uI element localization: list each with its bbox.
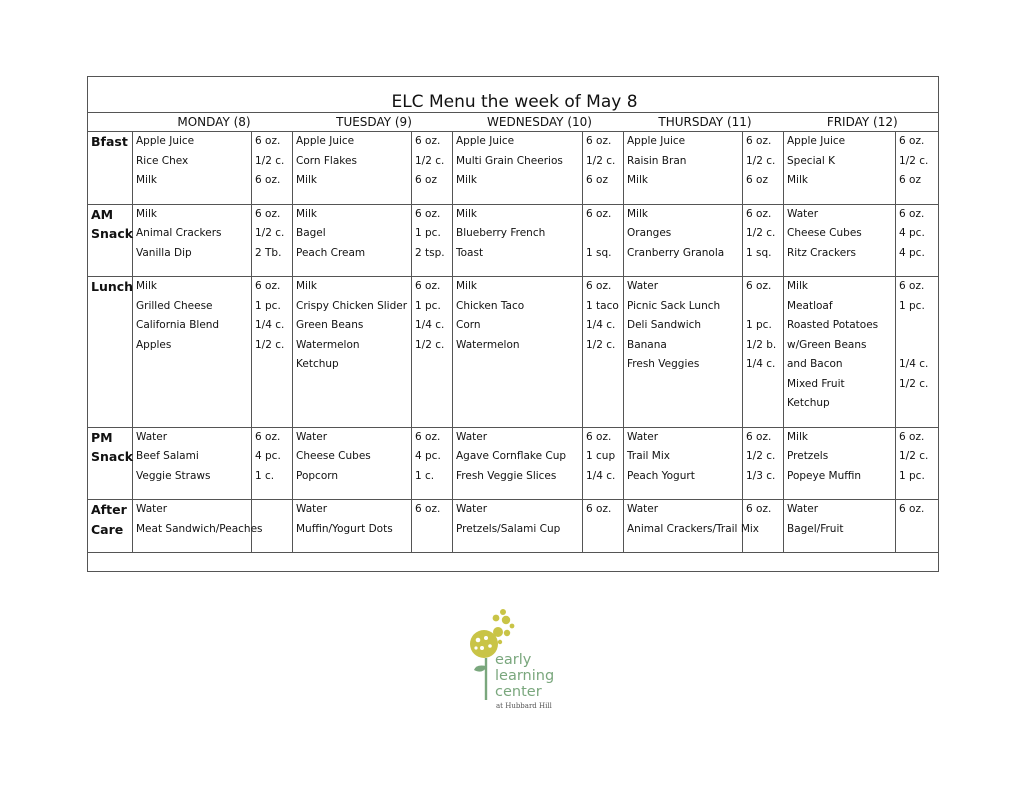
menu-item: Watermelon xyxy=(296,338,360,351)
menu-item: Cheese Cubes xyxy=(296,450,371,462)
menu-item: Pretzels xyxy=(787,450,829,462)
portion-amount xyxy=(415,520,452,540)
menu-item: Raisin Bran xyxy=(627,154,687,167)
menu-item: w/Green Beans xyxy=(787,338,867,351)
portion-amount: 1/3 c. xyxy=(746,469,776,482)
menu-item: Pretzels/Salami Cup xyxy=(456,522,561,535)
day-header: TUESDAY (9) xyxy=(293,113,453,132)
menu-item: Special K xyxy=(787,154,836,167)
menu-item: Popcorn xyxy=(296,469,339,482)
menu-items-cell xyxy=(784,204,896,277)
portion-amount: 1/2 c. xyxy=(746,450,776,462)
meal-label-line: After xyxy=(91,502,127,517)
portion-amount: 6 oz. xyxy=(899,430,925,443)
menu-item: Corn xyxy=(456,319,481,331)
menu-item: Milk xyxy=(136,207,157,220)
logo-line3: center xyxy=(495,684,542,700)
menu-item: Muffin/Yogurt Dots xyxy=(296,522,393,535)
portion-cell xyxy=(896,277,939,428)
menu-item: Animal Crackers/Trail Mix xyxy=(627,522,760,535)
menu-item: Mixed Fruit xyxy=(787,377,845,390)
portion-amount: 2 tsp. xyxy=(415,246,445,259)
portion-amount: 1/4 c. xyxy=(255,319,285,331)
portion-amount: 6 oz xyxy=(746,174,768,186)
portion-amount: 6 oz. xyxy=(415,207,441,220)
portion-amount: 1 pc. xyxy=(415,227,441,239)
menu-item: Grilled Cheese xyxy=(136,299,213,312)
menu-item: and Bacon xyxy=(787,358,843,370)
portion-amount: 1/2 c. xyxy=(586,338,616,351)
menu-item: Green Beans xyxy=(296,319,364,331)
menu-item: Milk xyxy=(787,174,808,186)
meal-row xyxy=(88,132,939,205)
menu-item: Milk xyxy=(136,280,157,292)
meal-row xyxy=(88,204,939,277)
portion-amount: 4 pc. xyxy=(255,450,281,462)
menu-item: Popeye Muffin xyxy=(787,469,862,482)
portion-amount: 1/4 c. xyxy=(586,469,616,482)
menu-item: Milk xyxy=(456,280,477,292)
portion-cell xyxy=(412,132,453,205)
menu-title: ELC Menu the week of May 8 xyxy=(88,77,939,113)
menu-items-cell xyxy=(293,277,412,428)
menu-item: Apple Juice xyxy=(627,135,686,147)
menu-item: Apple Juice xyxy=(296,135,355,147)
menu-item: Water xyxy=(136,430,168,443)
meal-label-line: Snack xyxy=(91,226,134,241)
portion-amount: 6 oz. xyxy=(415,135,441,147)
menu-item: Milk xyxy=(787,280,808,292)
menu-body xyxy=(88,132,939,553)
portion-amount xyxy=(586,224,623,244)
menu-item: Oranges xyxy=(627,227,672,239)
menu-item: Picnic Sack Lunch xyxy=(627,299,721,312)
menu-item: Milk xyxy=(136,174,157,186)
menu-item: Corn Flakes xyxy=(296,154,357,167)
menu-items-cell xyxy=(453,204,583,277)
day-header: MONDAY (8) xyxy=(133,113,293,132)
portion-amount: 6 oz. xyxy=(255,174,281,186)
meal-label xyxy=(88,132,133,205)
table-footer-row xyxy=(88,553,939,572)
menu-item: Cheese Cubes xyxy=(787,227,862,239)
portion-cell xyxy=(412,500,453,553)
portion-amount: 4 pc. xyxy=(899,246,925,259)
portion-amount: 1/2 c. xyxy=(255,338,285,351)
menu-item: Milk xyxy=(296,207,317,220)
portion-amount: 1 pc. xyxy=(899,299,925,312)
menu-item: Water xyxy=(456,503,488,515)
menu-item: Banana xyxy=(627,338,667,351)
menu-item: Apples xyxy=(136,338,172,351)
menu-item: Agave Cornflake Cup xyxy=(456,450,567,462)
portion-amount: 1 sq. xyxy=(746,246,772,259)
portion-cell xyxy=(896,132,939,205)
day-header: THURSDAY (11) xyxy=(624,113,784,132)
portion-amount: 6 oz. xyxy=(255,135,281,147)
menu-items-cell xyxy=(133,132,252,205)
portion-amount: 1/4 c. xyxy=(415,319,445,331)
menu-items-cell xyxy=(624,277,743,428)
portion-amount: 6 oz. xyxy=(899,280,925,292)
menu-item: Ritz Crackers xyxy=(787,246,856,259)
portion-cell xyxy=(896,500,939,553)
menu-items-cell xyxy=(133,204,252,277)
meal-label xyxy=(88,204,133,277)
portion-amount: 6 oz. xyxy=(586,503,612,515)
menu-items-cell xyxy=(784,132,896,205)
portion-amount: 1/2 c. xyxy=(415,154,445,167)
portion-cell xyxy=(743,277,784,428)
menu-item: Water xyxy=(627,430,659,443)
portion-cell xyxy=(743,132,784,205)
logo-line2: learning xyxy=(495,668,555,684)
menu-item: Crispy Chicken Slider xyxy=(296,299,408,312)
menu-items-cell xyxy=(624,132,743,205)
menu-item: Meatloaf xyxy=(787,299,833,312)
menu-item: Bagel xyxy=(296,227,326,239)
portion-amount: 6 oz. xyxy=(586,280,612,292)
portion-amount: 6 oz. xyxy=(415,280,441,292)
portion-amount: 6 oz. xyxy=(586,135,612,147)
portion-amount: 6 oz. xyxy=(899,503,925,515)
menu-items-cell xyxy=(624,204,743,277)
portion-amount: 4 pc. xyxy=(899,227,925,239)
portion-cell xyxy=(252,277,293,428)
day-header: WEDNESDAY (10) xyxy=(453,113,624,132)
menu-item: Blueberry French xyxy=(456,227,546,239)
menu-item: Water xyxy=(136,503,168,515)
menu-item: Milk xyxy=(627,174,648,186)
menu-items-cell xyxy=(293,427,412,500)
menu-item: Apple Juice xyxy=(456,135,515,147)
menu-item: Deli Sandwich xyxy=(627,319,702,331)
menu-item: Milk xyxy=(456,174,477,186)
menu-items-cell xyxy=(624,427,743,500)
portion-amount: 1 c. xyxy=(255,469,275,482)
day-header-row xyxy=(88,113,939,132)
menu-items-cell xyxy=(453,277,583,428)
portion-cell xyxy=(412,427,453,500)
portion-amount: 1/2 c. xyxy=(415,338,445,351)
menu-item: Milk xyxy=(456,207,477,220)
meal-label-line: AM xyxy=(91,206,114,222)
portion-amount: 1/2 c. xyxy=(255,227,285,239)
portion-amount: 1 pc. xyxy=(899,469,925,482)
logo-subtitle: at Hubbard Hill xyxy=(496,702,552,710)
portion-amount: 4 pc. xyxy=(415,450,441,462)
menu-item: Watermelon xyxy=(456,338,520,351)
portion-amount: 1/2 b. xyxy=(746,338,777,351)
menu-item: Beef Salami xyxy=(136,450,199,462)
portion-amount: 6 oz. xyxy=(255,430,281,443)
portion-amount xyxy=(899,336,938,356)
portion-amount: 6 oz. xyxy=(586,430,612,443)
portion-cell xyxy=(583,277,624,428)
portion-amount: 6 oz. xyxy=(899,135,925,147)
portion-cell xyxy=(743,204,784,277)
portion-cell xyxy=(583,500,624,553)
portion-amount xyxy=(899,520,938,540)
portion-amount: 1 c. xyxy=(415,469,435,482)
portion-amount: 6 oz. xyxy=(255,280,281,292)
portion-amount: 1/2 c. xyxy=(899,377,929,390)
portion-amount: 6 oz. xyxy=(255,207,281,220)
menu-item: Ketchup xyxy=(296,358,339,370)
portion-amount: 1/2 c. xyxy=(746,227,776,239)
menu-item: Vanilla Dip xyxy=(136,246,192,259)
menu-table xyxy=(87,76,939,572)
menu-items-cell xyxy=(133,500,263,553)
menu-item: Fresh Veggie Slices xyxy=(456,469,557,482)
menu-item: Milk xyxy=(787,430,808,443)
portion-amount xyxy=(586,520,623,540)
portion-amount: 1/4 c. xyxy=(746,358,776,370)
menu-items-cell xyxy=(293,500,412,553)
portion-amount: 1 pc. xyxy=(255,299,281,312)
early-learning-center-logo xyxy=(462,608,582,718)
meal-label xyxy=(88,427,133,500)
portion-amount: 1 taco xyxy=(586,299,619,312)
portion-cell xyxy=(252,427,293,500)
portion-amount: 1/4 c. xyxy=(586,319,616,331)
menu-item: Rice Chex xyxy=(136,154,189,167)
portion-amount: 6 oz. xyxy=(746,430,772,443)
meal-row xyxy=(88,427,939,500)
meal-label-line: Lunch xyxy=(91,279,134,294)
portion-cell xyxy=(743,427,784,500)
menu-item: Meat Sandwich/Peaches xyxy=(136,522,263,535)
menu-item: Ketchup xyxy=(787,397,830,409)
menu-item: Water xyxy=(296,430,328,443)
menu-items-cell xyxy=(453,427,583,500)
portion-amount xyxy=(255,500,292,520)
portion-amount: 1 cup xyxy=(586,450,616,462)
portion-cell xyxy=(896,427,939,500)
portion-cell xyxy=(583,132,624,205)
portion-amount: 6 oz. xyxy=(746,207,772,220)
portion-amount: 2 Tb. xyxy=(255,246,282,259)
portion-cell xyxy=(583,427,624,500)
portion-amount: 6 oz. xyxy=(746,280,772,292)
menu-items-cell xyxy=(453,500,583,553)
portion-cell xyxy=(252,204,293,277)
menu-item: Veggie Straws xyxy=(136,469,211,482)
portion-amount: 1/2 c. xyxy=(899,154,929,167)
menu-items-cell xyxy=(784,500,896,553)
menu-item: Cranberry Granola xyxy=(627,246,725,259)
menu-item: Toast xyxy=(456,246,484,259)
portion-amount: 1/4 c. xyxy=(899,358,929,370)
portion-amount: 6 oz. xyxy=(746,503,772,515)
day-header: FRIDAY (12) xyxy=(784,113,939,132)
portion-amount: 6 oz xyxy=(415,174,437,186)
portion-amount: 1 sq. xyxy=(586,246,612,259)
menu-item: Bagel/Fruit xyxy=(787,522,844,535)
portion-amount: 6 oz. xyxy=(746,135,772,147)
menu-item: Peach Yogurt xyxy=(627,469,695,482)
meal-label-line: PM xyxy=(91,429,113,445)
menu-item: Animal Crackers xyxy=(136,227,222,239)
logo-line1: early xyxy=(495,652,532,668)
meal-row xyxy=(88,500,939,553)
portion-cell xyxy=(252,132,293,205)
menu-item: Water xyxy=(627,503,659,515)
portion-amount: 6 oz. xyxy=(899,207,925,220)
meal-label-line: Care xyxy=(91,521,124,537)
portion-amount: 6 oz. xyxy=(415,503,441,515)
portion-cell xyxy=(412,204,453,277)
menu-item: Milk xyxy=(296,280,317,292)
menu-items-cell xyxy=(453,132,583,205)
meal-label-line: Snack xyxy=(91,449,134,464)
portion-amount: 1/2 c. xyxy=(255,154,285,167)
portion-amount xyxy=(899,316,938,336)
menu-items-cell xyxy=(293,132,412,205)
menu-items-cell xyxy=(784,277,896,428)
meal-label xyxy=(88,500,133,553)
portion-amount: 1/2 c. xyxy=(899,450,929,462)
menu-item: Roasted Potatoes xyxy=(787,319,879,331)
menu-items-cell xyxy=(133,277,252,428)
menu-item: Water xyxy=(787,503,819,515)
meal-label xyxy=(88,277,133,428)
portion-amount: 1/2 c. xyxy=(586,154,616,167)
menu-item: Multi Grain Cheerios xyxy=(456,154,563,167)
portion-amount: 6 oz xyxy=(586,174,608,186)
menu-item: California Blend xyxy=(136,319,220,331)
menu-item: Trail Mix xyxy=(627,450,670,462)
menu-item: Fresh Veggies xyxy=(627,358,700,370)
menu-items-cell xyxy=(784,427,896,500)
menu-item: Peach Cream xyxy=(296,246,366,259)
menu-item: Apple Juice xyxy=(787,135,846,147)
menu-items-cell xyxy=(133,427,252,500)
portion-amount xyxy=(746,297,783,317)
menu-item: Water xyxy=(787,207,819,220)
menu-item: Water xyxy=(627,280,659,292)
meal-row xyxy=(88,277,939,428)
portion-amount: 1 pc. xyxy=(746,319,772,331)
portion-cell xyxy=(896,204,939,277)
menu-item: Water xyxy=(296,503,328,515)
portion-amount: 6 oz xyxy=(899,174,921,186)
portion-cell xyxy=(412,277,453,428)
portion-amount: 1/2 c. xyxy=(746,154,776,167)
portion-amount: 1 pc. xyxy=(415,299,441,312)
menu-item: Water xyxy=(456,430,488,443)
portion-amount: 6 oz. xyxy=(415,430,441,443)
menu-items-cell xyxy=(293,204,412,277)
menu-item: Apple Juice xyxy=(136,135,195,147)
meal-label-line: Bfast xyxy=(91,134,128,149)
portion-amount: 6 oz. xyxy=(586,207,612,220)
menu-item: Milk xyxy=(296,174,317,186)
menu-item: Milk xyxy=(627,207,648,220)
menu-item: Chicken Taco xyxy=(456,299,525,312)
portion-cell xyxy=(583,204,624,277)
